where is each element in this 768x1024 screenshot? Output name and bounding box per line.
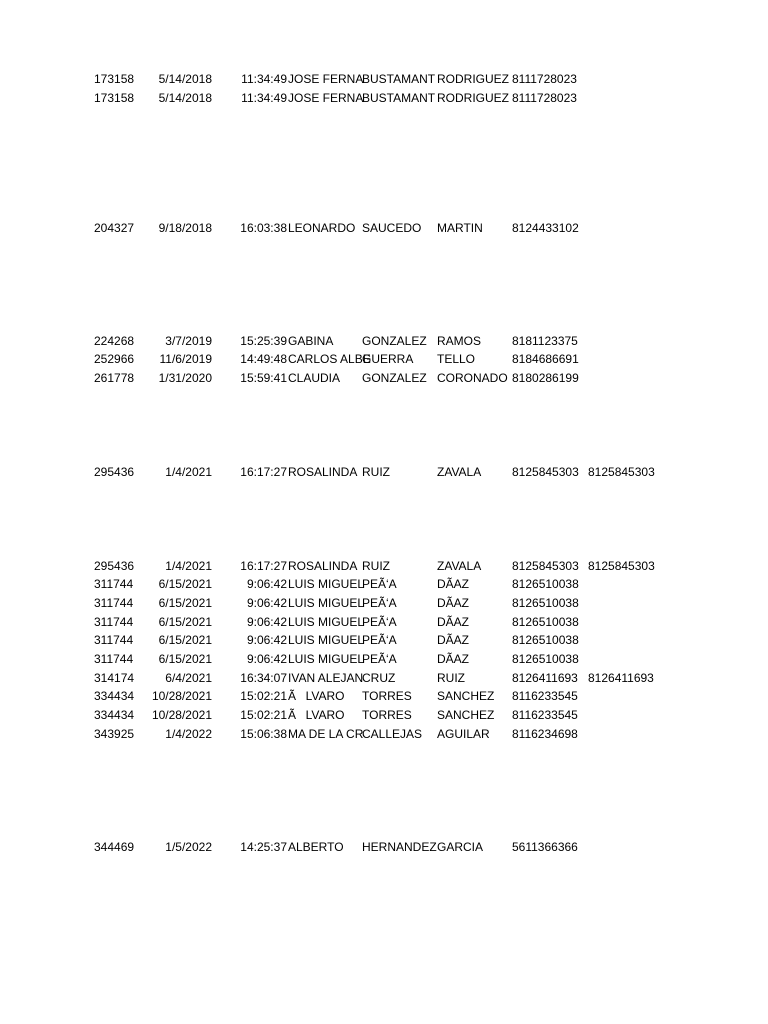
cell-id: 261778 (94, 371, 135, 385)
cell-phone-1: 8126510038 (512, 652, 579, 666)
table-row (0, 594, 768, 612)
cell-last-name-2: DÃAZ (437, 577, 470, 591)
cell-time: 16:17:27 (240, 465, 287, 479)
cell-first-name: ÃLVARO (288, 708, 345, 722)
cell-last-name-1: TORRES (362, 708, 412, 722)
cell-time: 16:34:07 (240, 671, 287, 685)
cell-last-name-2: AGUILAR (437, 727, 490, 741)
cell-date: 6/15/2021 (158, 596, 212, 610)
table-row (0, 332, 768, 350)
cell-phone-1: 8116233545 (512, 689, 578, 703)
cell-first-name: ROSALINDA (288, 559, 358, 573)
cell-id: 311744 (94, 596, 134, 610)
cell-last-name-1: PEÃ‘A (362, 596, 397, 610)
cell-date: 3/7/2019 (165, 334, 212, 348)
cell-last-name-1: RUIZ (362, 465, 390, 479)
cell-last-name-1: CALLEJAS (362, 727, 423, 741)
cell-last-name-1: PEÃ‘A (362, 633, 397, 647)
cell-date: 1/5/2022 (165, 840, 212, 854)
cell-time: 15:59:41 (240, 371, 287, 385)
cell-id: 224268 (94, 334, 135, 348)
cell-last-name-1: CRUZ (362, 671, 396, 685)
cell-first-name: GABINA (288, 334, 334, 348)
cell-last-name-1: BUSTAMANT (362, 72, 436, 86)
table-row (0, 687, 768, 705)
cell-phone-1: 8124433102 (512, 221, 579, 235)
cell-first-name: LUIS MIGUEL (288, 577, 365, 591)
table-row (0, 669, 768, 687)
table-row (0, 650, 768, 668)
cell-phone-1: 8126510038 (512, 633, 579, 647)
cell-phone-1: 8111728023 (512, 72, 577, 86)
cell-date: 6/15/2021 (158, 615, 212, 629)
cell-last-name-1: HERNANDEZ (362, 840, 437, 854)
cell-last-name-2: DÃAZ (437, 596, 470, 610)
cell-first-name: IVAN ALEJAN (288, 671, 364, 685)
cell-last-name-2: DÃAZ (437, 615, 470, 629)
cell-time: 9:06:42 (246, 596, 287, 610)
table-row (0, 89, 768, 107)
cell-phone-1: 8125845303 (512, 465, 579, 479)
cell-last-name-2: RODRIGUEZ (437, 72, 509, 86)
cell-id: 173158 (94, 91, 135, 105)
cell-last-name-2: MARTIN (437, 221, 483, 235)
cell-phone-2: 8126411693 (588, 671, 654, 685)
cell-date: 6/4/2021 (165, 671, 212, 685)
cell-date: 11/6/2019 (159, 352, 212, 366)
cell-first-name: ROSALINDA (288, 465, 358, 479)
cell-last-name-2: RUIZ (437, 671, 465, 685)
cell-first-name: LUIS MIGUEL (288, 652, 365, 666)
cell-last-name-1: GONZALEZ (362, 371, 427, 385)
cell-date: 5/14/2018 (158, 91, 212, 105)
cell-id: 311744 (94, 577, 134, 591)
cell-last-name-2: SANCHEZ (437, 708, 495, 722)
cell-phone-1: 8181123375 (512, 334, 578, 348)
table-row (0, 725, 768, 743)
table-row (0, 369, 768, 387)
cell-id: 295436 (94, 559, 135, 573)
cell-last-name-2: SANCHEZ (437, 689, 495, 703)
cell-phone-2: 8125845303 (588, 465, 655, 479)
cell-date: 1/4/2021 (165, 559, 212, 573)
cell-time: 15:02:21 (240, 708, 287, 722)
cell-phone-1: 8126411693 (512, 671, 578, 685)
cell-last-name-1: PEÃ‘A (362, 577, 397, 591)
cell-first-name: CARLOS ALBE (288, 352, 371, 366)
cell-date: 6/15/2021 (158, 633, 212, 647)
cell-first-name: JOSE FERNA (288, 91, 364, 105)
cell-time: 14:25:37 (240, 840, 287, 854)
table-row (0, 613, 768, 631)
cell-time: 15:06:38 (240, 727, 287, 741)
cell-last-name-1: PEÃ‘A (362, 615, 397, 629)
cell-phone-1: 8116233545 (512, 708, 578, 722)
cell-id: 204327 (94, 221, 135, 235)
cell-first-name: LUIS MIGUEL (288, 596, 365, 610)
cell-last-name-2: ZAVALA (437, 465, 482, 479)
cell-id: 173158 (94, 72, 135, 86)
cell-time: 9:06:42 (246, 577, 287, 591)
table-row (0, 350, 768, 368)
cell-date: 6/15/2021 (158, 577, 212, 591)
cell-last-name-2: GARCIA (437, 840, 484, 854)
cell-date: 6/15/2021 (158, 652, 212, 666)
cell-last-name-2: DÃAZ (437, 652, 470, 666)
cell-id: 311744 (94, 615, 134, 629)
cell-last-name-1: PEÃ‘A (362, 652, 397, 666)
table-row (0, 463, 768, 481)
cell-date: 9/18/2018 (158, 221, 212, 235)
cell-time: 16:17:27 (240, 559, 287, 573)
cell-phone-1: 8116234698 (512, 727, 578, 741)
cell-first-name: CLAUDIA (288, 371, 341, 385)
cell-date: 1/31/2020 (158, 371, 212, 385)
cell-first-name: JOSE FERNA (288, 72, 364, 86)
cell-last-name-2: CORONADO (437, 371, 508, 385)
table-row (0, 631, 768, 649)
cell-date: 5/14/2018 (158, 72, 212, 86)
cell-last-name-2: RODRIGUEZ (437, 91, 509, 105)
cell-phone-1: 8111728023 (512, 91, 577, 105)
cell-time: 9:06:42 (246, 652, 287, 666)
table-row (0, 706, 768, 724)
cell-last-name-2: RAMOS (437, 334, 482, 348)
cell-date: 1/4/2022 (165, 727, 212, 741)
cell-first-name: LUIS MIGUEL (288, 633, 365, 647)
cell-phone-1: 8180286199 (512, 371, 579, 385)
cell-first-name: ALBERTO (288, 840, 344, 854)
cell-id: 314174 (94, 671, 135, 685)
table-row (0, 838, 768, 856)
table-row (0, 70, 768, 88)
cell-first-name: LEONARDO (288, 221, 356, 235)
cell-id: 334434 (94, 708, 135, 722)
cell-phone-2: 8125845303 (588, 559, 655, 573)
cell-id: 252966 (94, 352, 135, 366)
cell-last-name-2: DÃAZ (437, 633, 470, 647)
cell-first-name: MA DE LA CR (288, 727, 364, 741)
cell-id: 343925 (94, 727, 135, 741)
cell-date: 10/28/2021 (151, 689, 212, 703)
table-row (0, 557, 768, 575)
cell-last-name-1: RUIZ (362, 559, 390, 573)
cell-phone-1: 8126510038 (512, 577, 579, 591)
table-row (0, 219, 768, 237)
cell-phone-1: 8126510038 (512, 615, 579, 629)
cell-id: 344469 (94, 840, 135, 854)
table-row (0, 575, 768, 593)
cell-time: 11:34:49 (241, 72, 287, 86)
cell-time: 16:03:38 (240, 221, 287, 235)
cell-first-name: LUIS MIGUEL (288, 615, 365, 629)
cell-id: 334434 (94, 689, 135, 703)
cell-phone-1: 5611366366 (512, 840, 578, 854)
cell-time: 15:25:39 (240, 334, 287, 348)
cell-last-name-1: GUERRA (362, 352, 414, 366)
cell-first-name: ÃLVARO (288, 689, 345, 703)
cell-phone-1: 8184686691 (512, 352, 579, 366)
cell-time: 14:49:48 (240, 352, 287, 366)
cell-last-name-1: SAUCEDO (362, 221, 422, 235)
cell-id: 311744 (94, 652, 134, 666)
cell-date: 10/28/2021 (151, 708, 212, 722)
cell-phone-1: 8126510038 (512, 596, 579, 610)
cell-date: 1/4/2021 (165, 465, 212, 479)
cell-id: 295436 (94, 465, 135, 479)
cell-time: 9:06:42 (246, 615, 287, 629)
cell-id: 311744 (94, 633, 134, 647)
cell-phone-1: 8125845303 (512, 559, 579, 573)
cell-time: 9:06:42 (246, 633, 287, 647)
cell-last-name-1: GONZALEZ (362, 334, 427, 348)
cell-last-name-1: TORRES (362, 689, 412, 703)
cell-time: 11:34:49 (241, 91, 287, 105)
cell-time: 15:02:21 (240, 689, 287, 703)
cell-last-name-2: ZAVALA (437, 559, 482, 573)
cell-last-name-1: BUSTAMANT (362, 91, 436, 105)
cell-last-name-2: TELLO (437, 352, 476, 366)
